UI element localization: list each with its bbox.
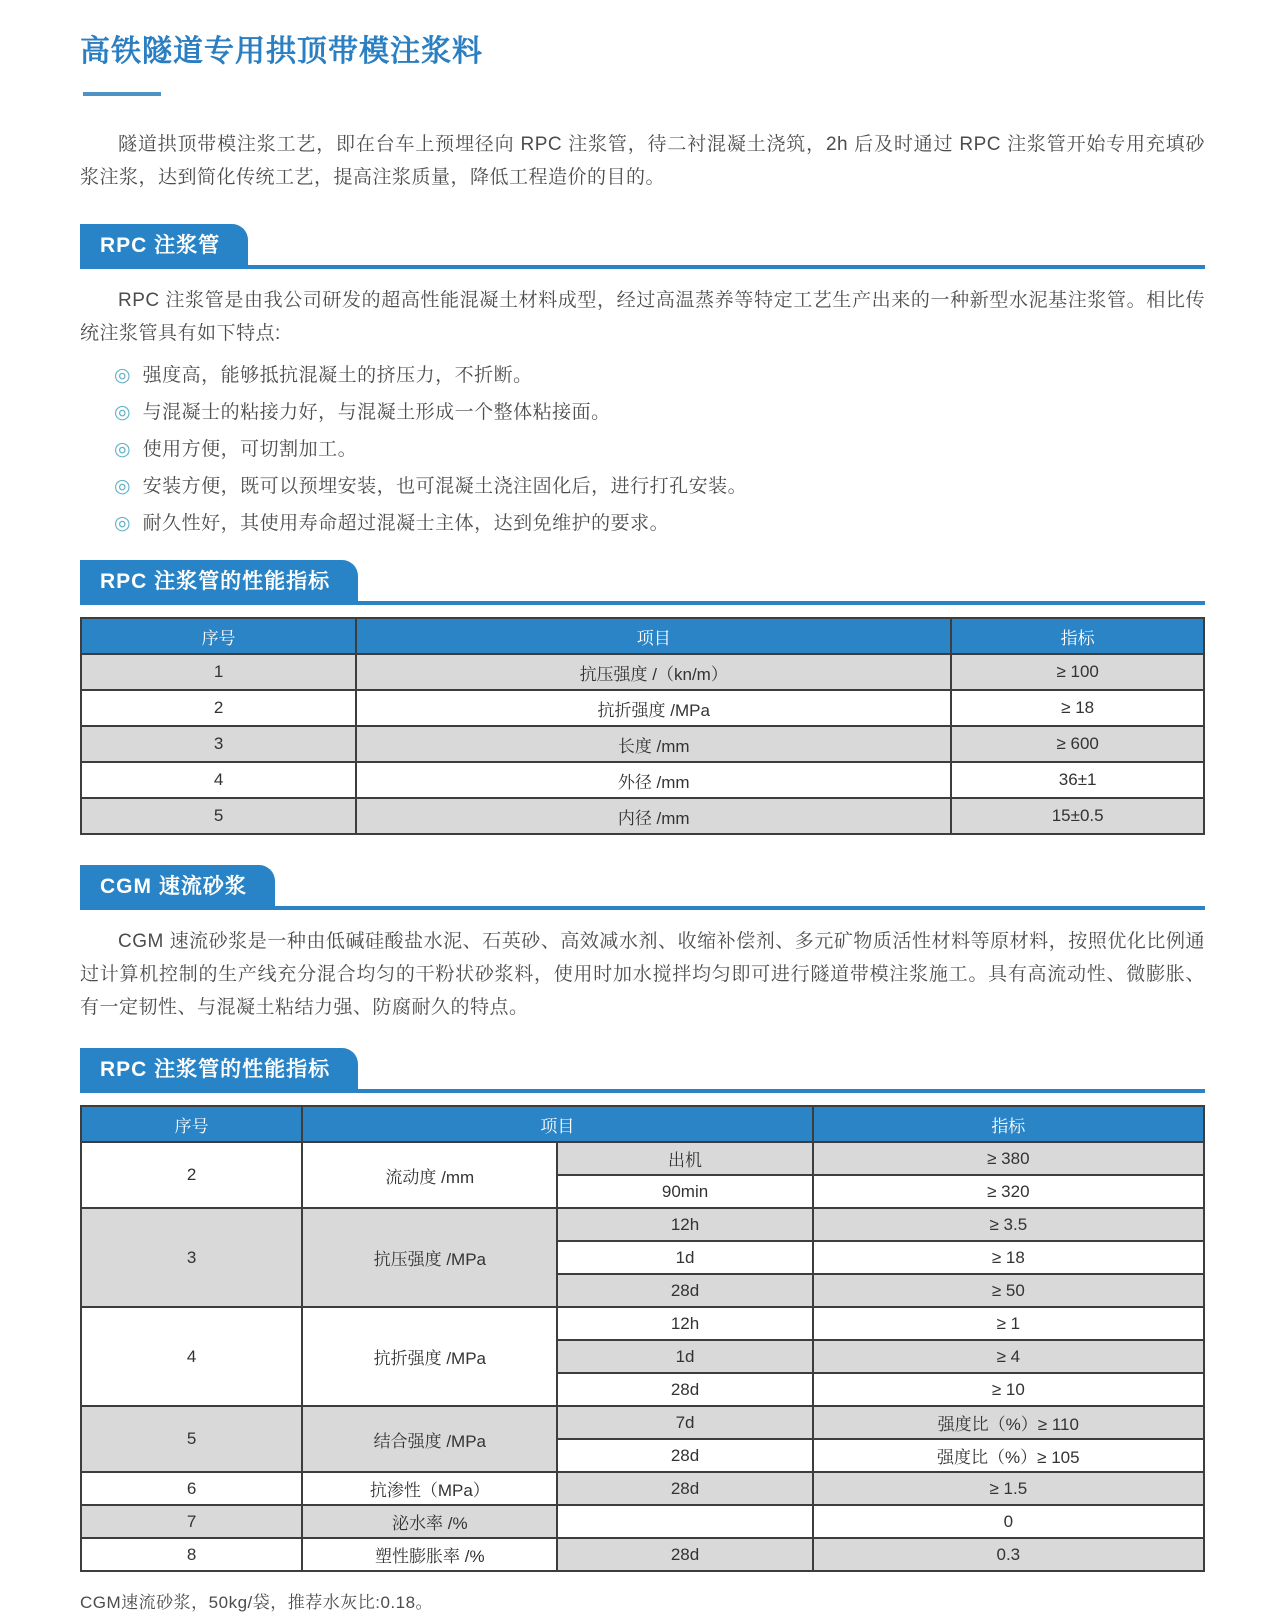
list-item [114,512,1205,536]
section-badge: CGM 速流砂浆 [80,865,275,906]
cell: 2 [81,1142,302,1208]
cell: 1d [557,1241,812,1274]
cell: 90min [557,1175,812,1208]
cell: 长度 /mm [356,726,951,762]
column-header: 项目 [302,1106,812,1142]
cell: 抗折强度 /MPa [302,1307,557,1406]
section-header-cgm [80,865,1205,910]
cell: 5 [81,798,356,834]
cgm-paragraph: CGM 速流砂浆是一种由低碱硅酸盐水泥、石英砂、高效减水剂、收缩补偿剂、多元矿物质活性材料等原材料，按照优化比例通过计算机控制的生产线充分混合均匀的干粉状砂浆料，使用时加水搅拌均匀即可进行隧道带模注浆施工。具有高流动性、微膨胀、有一定韧性、与混凝土粘结力强、防腐耐久的特点。 [80,931,1205,1018]
bullet-text: 安装方便，既可以预埋安装，也可混凝土浇注固化后，进行打孔安装。 [142,476,748,497]
cell: ≥ 18 [951,690,1204,726]
table-row [81,1472,1204,1505]
cell: 泌水率 /% [302,1505,557,1538]
cell: 塑性膨胀率 /% [302,1538,557,1571]
cell: 5 [81,1406,302,1472]
cell: 强度比（%）≥ 105 [813,1439,1204,1472]
cell: 8 [81,1538,302,1571]
cell: ≥ 380 [813,1142,1204,1175]
table-row [81,1505,1204,1538]
title-underline-dash [83,92,161,96]
bullet-text: 使用方便，可切割加工。 [142,439,358,460]
cell: 强度比（%）≥ 110 [813,1406,1204,1439]
list-item [114,475,1205,499]
cell: 1 [81,654,356,690]
column-header: 指标 [951,618,1204,654]
cell: 28d [557,1538,812,1571]
table-row [81,1142,1204,1175]
cell: 抗压强度 /（kn/m） [356,654,951,690]
section-badge: RPC 注浆管的性能指标 [80,560,358,601]
list-item [114,364,1205,388]
cell: ≥ 18 [813,1241,1204,1274]
cell: 12h [557,1208,812,1241]
bullet-text: 耐久性好，其使用寿命超过混凝士主体，达到免维护的要求。 [142,513,670,534]
cell: 12h [557,1307,812,1340]
intro-paragraph: 隧道拱顶带模注浆工艺，即在台车上预埋径向 RPC 注浆管，待二衬混凝土浇筑，2h 后及时通过 RPC 注浆管开始专用充填砂浆注浆，达到简化传统工艺，提高注浆质量，降低工程造价的目的。 [80,134,1205,188]
cell: 0.3 [813,1538,1204,1571]
cell: ≥ 1 [813,1307,1204,1340]
feature-bullet-list [114,364,1205,536]
cell: 流动度 /mm [302,1142,557,1208]
table-row [81,1307,1204,1340]
list-item [114,401,1205,425]
cell: 7d [557,1406,812,1439]
column-header: 指标 [813,1106,1204,1142]
cell [557,1505,812,1538]
footer-note: CGM速流砂浆，50kg/袋，推荐水灰比:0.18。 [80,1593,434,1612]
list-item [114,438,1205,462]
cgm-mortar-spec-table [80,1105,1205,1572]
bullet-icon: ◎ [114,365,131,386]
section-header-rpc-pipe-specs [80,560,1205,605]
cell: 抗渗性（MPa） [302,1472,557,1505]
cell: 3 [81,1208,302,1307]
section-badge: RPC 注浆管 [80,224,248,265]
cell: 抗压强度 /MPa [302,1208,557,1307]
cell: 2 [81,690,356,726]
cell: ≥ 3.5 [813,1208,1204,1241]
table-row [81,690,1204,726]
cell: 外径 /mm [356,762,951,798]
cell: 28d [557,1439,812,1472]
bullet-icon: ◎ [114,476,131,497]
cell: 4 [81,762,356,798]
cell: 7 [81,1505,302,1538]
cell: 结合强度 /MPa [302,1406,557,1472]
table-row [81,1538,1204,1571]
cell: 36±1 [951,762,1204,798]
cell: 0 [813,1505,1204,1538]
cell: ≥ 320 [813,1175,1204,1208]
table-header-row [81,1106,1204,1142]
cell: ≥ 600 [951,726,1204,762]
table-row [81,762,1204,798]
cell: 28d [557,1373,812,1406]
column-header: 项目 [356,618,951,654]
table-header-row [81,618,1204,654]
rpc-pipe-spec-table [80,617,1205,835]
cell: 28d [557,1274,812,1307]
cell: 3 [81,726,356,762]
table-row [81,1406,1204,1439]
cell: 28d [557,1472,812,1505]
table-row [81,726,1204,762]
table-row [81,1208,1204,1241]
cell: ≥ 4 [813,1340,1204,1373]
bullet-icon: ◎ [114,513,131,534]
column-header: 序号 [81,618,356,654]
cell: ≥ 10 [813,1373,1204,1406]
cell: 抗折强度 /MPa [356,690,951,726]
cell: 出机 [557,1142,812,1175]
section-header-cgm-specs [80,1048,1205,1093]
cell: 6 [81,1472,302,1505]
cell: ≥ 50 [813,1274,1204,1307]
cell: 1d [557,1340,812,1373]
table-row [81,798,1204,834]
cell: 4 [81,1307,302,1406]
bullet-text: 与混凝士的粘接力好，与混凝土形成一个整体粘接面。 [142,402,611,423]
bullet-text: 强度高，能够抵抗混凝土的挤压力，不折断。 [142,365,533,386]
rpc-pipe-paragraph: RPC 注浆管是由我公司研发的超高性能混凝土材料成型，经过高温蒸养等特定工艺生产出来的一种新型水泥基注浆管。相比传统注浆管具有如下特点: [80,290,1205,344]
bullet-icon: ◎ [114,439,131,460]
cell: 内径 /mm [356,798,951,834]
table-row [81,654,1204,690]
section-header-rpc-pipe [80,224,1205,269]
bullet-icon: ◎ [114,402,131,423]
page-title: 高铁隧道专用拱顶带模注浆料 [80,35,483,68]
cell: ≥ 1.5 [813,1472,1204,1505]
cell: 15±0.5 [951,798,1204,834]
column-header: 序号 [81,1106,302,1142]
cell: ≥ 100 [951,654,1204,690]
section-badge: RPC 注浆管的性能指标 [80,1048,358,1089]
